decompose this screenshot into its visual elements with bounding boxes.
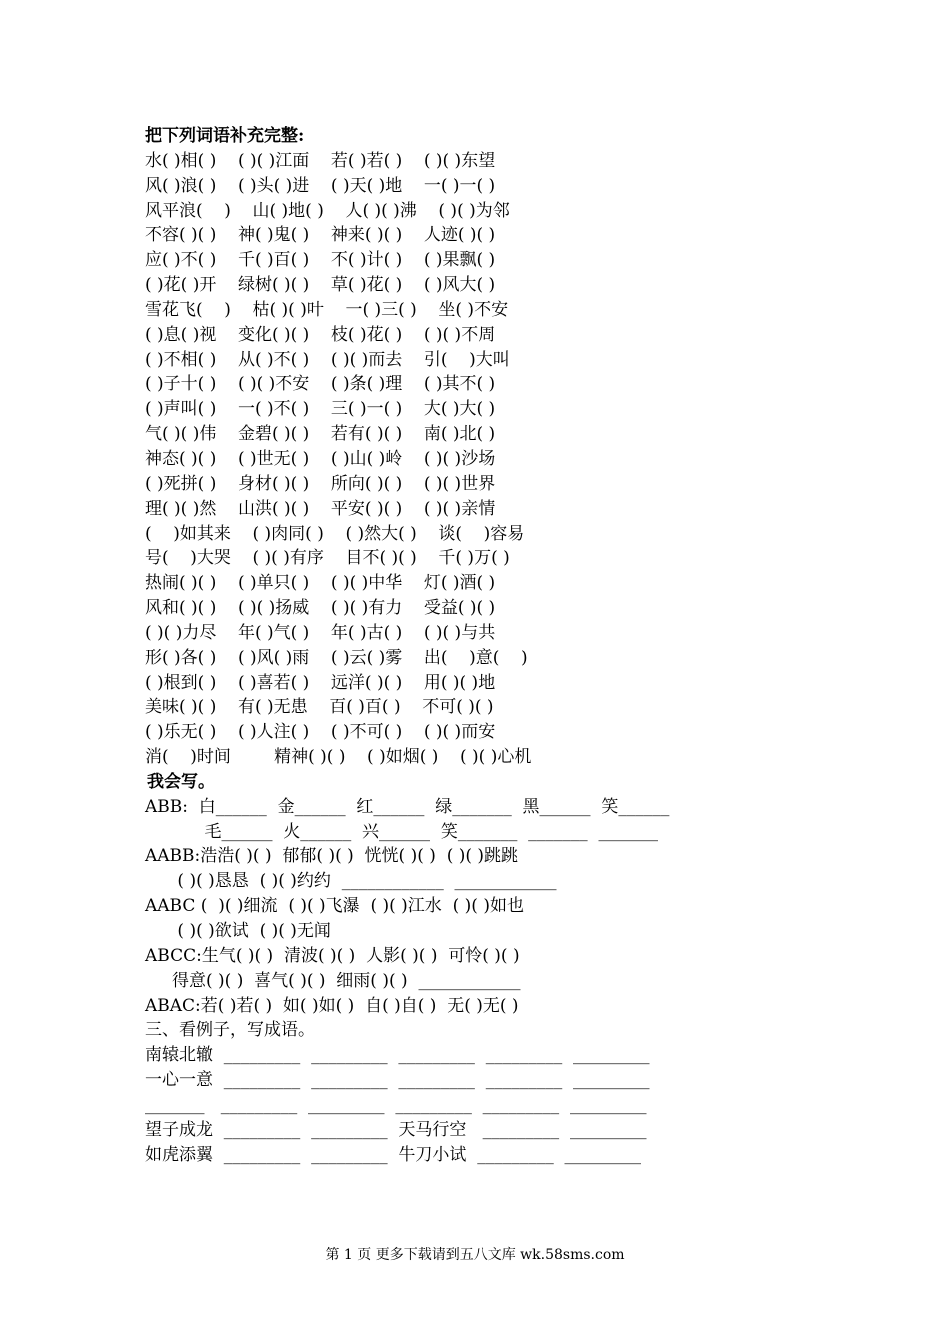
write-pattern-row: ABAC:若( )若( ) 如( )如( ) 自( )自( ) 无( )无( ) [145, 995, 519, 1016]
fill-in-row: 形( )各( ) ( )风( )雨 ( )云( )雾 出( )意( ) [145, 647, 528, 668]
fill-in-row: 气( )( )伟 金碧( )( ) 若有( )( ) 南( )北( ) [145, 424, 496, 445]
fill-in-row: 号( )大哭 ( )( )有序 目不( )( ) 千( )万( ) [145, 548, 510, 569]
fill-in-row: 理( )( )然 山洪( )( ) 平安( )( ) ( )( )亲情 [145, 498, 496, 519]
write-pattern-row: 毛______ 火______ 兴______ 笑_______ _______ _______ [145, 821, 658, 842]
fill-in-row: 雪花飞( ) 枯( )( )叶 一( )三( ) 坐( )不安 [145, 299, 509, 320]
write-pattern-row: AABC ( )( )细流 ( )( )飞瀑 ( )( )江水 ( )( )如也 [145, 896, 524, 917]
fill-in-row: 水( )相( ) ( )( )江面 若( )若( ) ( )( )东望 [145, 150, 496, 171]
fill-in-row: ( )声叫( ) 一( )不( ) 三( )一( ) 大( )大( ) [145, 399, 496, 420]
fill-in-row: ( )如其来 ( )肉同( ) ( )然大( ) 谈( )容易 [145, 523, 525, 544]
fill-in-row: ( )息( )视 变化( )( ) 枝( )花( ) ( )( )不周 [145, 324, 496, 345]
fill-in-row: 风平浪( ) 山( )地( ) 人( )( )沸 ( )( )为邻 [145, 200, 510, 221]
section-title-fill-words: 把下列词语补充完整: [145, 126, 305, 146]
section-title-write: 我会写。 [147, 771, 215, 792]
fill-in-row: 神态( )( ) ( )世无( ) ( )山( )岭 ( )( )沙场 [145, 448, 496, 469]
fill-in-row: 应( )不( ) 千( )百( ) 不( )计( ) ( )果飘( ) [145, 250, 496, 271]
fill-in-row: ( )花( )开 绿树( )( ) 草( )花( ) ( )风大( ) [145, 275, 496, 296]
write-pattern-row: ( )( )欲试 ( )( )无闻 [145, 921, 331, 941]
section-title-examples: 三、看例子，写成语。 [145, 1020, 315, 1041]
fill-in-row: 美味( )( ) 有( )无患 百( )百( ) 不可( )( ) [145, 697, 494, 718]
fill-in-row: 不容( )( ) 神( )鬼( ) 神来( )( ) 人迹( )( ) [145, 225, 496, 246]
example-idiom-row: 望子成龙 _________ _________ 天马行空 _________ _________ [145, 1119, 647, 1140]
page-footer: 第 1 页 更多下载请到五八文库 wk.58sms.com [325, 1247, 625, 1263]
fill-in-row: ( )死拼( ) 身材( )( ) 所向( )( ) ( )( )世界 [145, 473, 496, 494]
fill-in-words-list [145, 149, 845, 770]
write-pattern-row: ABCC:生气( )( ) 清波( )( ) 人影( )( ) 可怜( )( ) [145, 945, 520, 966]
fill-in-row: ( )乐无( ) ( )人注( ) ( )不可( ) ( )( )而安 [145, 722, 496, 743]
example-idiom-row: 如虎添翼 _________ _________ 牛刀小试 _________ _________ [145, 1144, 642, 1165]
example-idiom-row: _______ _________ _________ _________ _________ _________ [145, 1094, 647, 1115]
fill-in-row: 热闹( )( ) ( )单只( ) ( )( )中华 灯( )酒( ) [145, 573, 496, 594]
fill-in-row: ( )不相( ) 从( )不( ) ( )( )而去 引( )大叫 [145, 349, 510, 370]
fill-in-row: 消( )时间 精神( )( ) ( )如烟( ) ( )( )心机 [145, 747, 532, 768]
example-idiom-row: 一心一意 _________ _________ _________ _________ _________ [145, 1070, 650, 1091]
example-idiom-row: 南辕北辙 _________ _________ _________ _________ _________ [145, 1045, 650, 1066]
fill-in-row: ( )根到( ) ( )喜若( ) 远洋( )( ) 用( )( )地 [145, 672, 496, 693]
write-pattern-row: AABB:浩浩( )( ) 郁郁( )( ) 恍恍( )( ) ( )( )跳跳 [145, 846, 519, 867]
fill-in-row: 风( )浪( ) ( )头( )进 ( )天( )地 一( )一( ) [145, 175, 496, 196]
fill-in-row: 风和( )( ) ( )( )扬威 ( )( )有力 受益( )( ) [145, 598, 496, 619]
fill-in-row: ( )( )力尽 年( )气( ) 年( )古( ) ( )( )与共 [145, 622, 496, 643]
write-pattern-row: ( )( )恳恳 ( )( )约约 ____________ ____________ [145, 871, 557, 892]
write-patterns-list [145, 795, 845, 1019]
write-pattern-row: ABB: 白______ 金______ 红______ 绿_______ 黑______ 笑______ [145, 796, 670, 817]
fill-in-row: ( )子十( ) ( )( )不安 ( )条( )理 ( )其不( ) [145, 374, 496, 395]
write-pattern-row: 得意( )( ) 喜气( )( ) 细雨( )( ) ____________ [145, 970, 521, 991]
worksheet-content [145, 124, 845, 1167]
example-idioms-list [145, 1043, 845, 1167]
